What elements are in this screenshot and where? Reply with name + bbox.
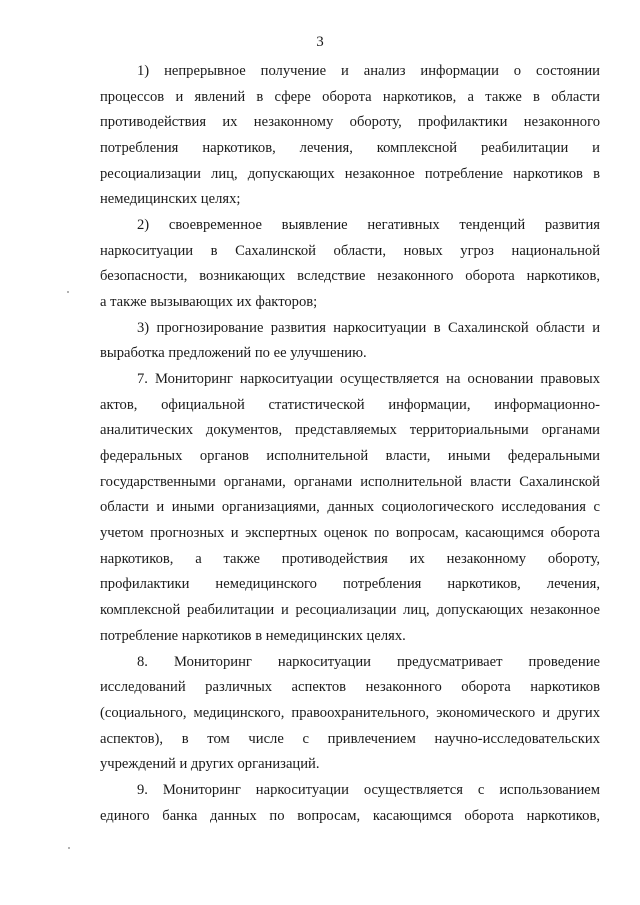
paragraph-1-line-5: ресоциализации лиц, допускающих незаконное потребление наркотиков в [100, 166, 600, 182]
paragraph-2-line-4: а также вызывающих их факторов; [100, 294, 318, 310]
paragraph-8-line-5: учреждений и других организаций. [100, 756, 320, 772]
paragraph-1-line-4: потребления наркотиков, лечения, комплексной реабилитации и [100, 140, 600, 156]
paragraph-8-line-1: 8. Мониторинг наркоситуации предусматривает проведение [137, 654, 600, 670]
page-number: 3 [316, 34, 324, 50]
paragraph-2-line-3: безопасности, возникающих вследствие незаконного оборота наркотиков, [100, 268, 600, 284]
paragraph-7-line-9: профилактики немедицинского потребления наркотиков, лечения, [100, 576, 600, 592]
paragraph-1-line-1: 1) непрерывное получение и анализ информации о состоянии [137, 63, 600, 79]
paragraph-7-line-4: федеральных органов исполнительной власти, иными федеральными [100, 448, 600, 464]
paragraph-7-line-1: 7. Мониторинг наркоситуации осуществляется на основании правовых [137, 371, 600, 387]
paragraph-8-line-2: исследований различных аспектов незаконного оборота наркотиков [100, 679, 600, 695]
paragraph-3-line-2: выработка предложений по ее улучшению. [100, 345, 367, 361]
paragraph-7-line-11: потребление наркотиков в немедицинских целях. [100, 628, 406, 644]
paragraph-7-line-8: наркотиков, а также противодействия их незаконному обороту, [100, 551, 600, 567]
paragraph-2-line-1: 2) своевременное выявление негативных тенденций развития [137, 217, 600, 233]
paragraph-7-line-10: комплексной реабилитации и ресоциализации лиц, допускающих незаконное [100, 602, 600, 618]
paragraph-7-line-2: актов, официальной статистической информации, информационно- [100, 397, 600, 413]
scan-speck [68, 847, 70, 849]
paragraph-1-line-6: немедицинских целях; [100, 191, 241, 207]
paragraph-8-line-3: (социального, медицинского, правоохранительного, экономического и других [100, 705, 600, 721]
paragraph-1-line-2: процессов и явлений в сфере оборота наркотиков, а также в области [100, 89, 600, 105]
paragraph-7-line-3: аналитических документов, представляемых территориальными органами [100, 422, 600, 438]
paragraph-2-line-2: наркоситуации в Сахалинской области, новых угроз национальной [100, 243, 600, 259]
paragraph-7-line-7: учетом прогнозных и экспертных оценок по вопросам, касающимся оборота [100, 525, 600, 541]
paragraph-3-line-1: 3) прогнозирование развития наркоситуации в Сахалинской области и [137, 320, 600, 336]
paragraph-9-line-1: 9. Мониторинг наркоситуации осуществляется с использованием [137, 782, 600, 798]
paragraph-1-line-3: противодействия их незаконному обороту, профилактики незаконного [100, 114, 600, 130]
paragraph-8-line-4: аспектов), в том числе с привлечением научно-исследовательских [100, 731, 600, 747]
paragraph-7-line-6: области и иными организациями, данных социологического исследования с [100, 499, 600, 515]
paragraph-7-line-5: государственными органами, органами исполнительной власти Сахалинской [100, 474, 600, 490]
paragraph-9-line-2: единого банка данных по вопросам, касающимся оборота наркотиков, [100, 808, 600, 824]
scan-speck [67, 291, 69, 293]
